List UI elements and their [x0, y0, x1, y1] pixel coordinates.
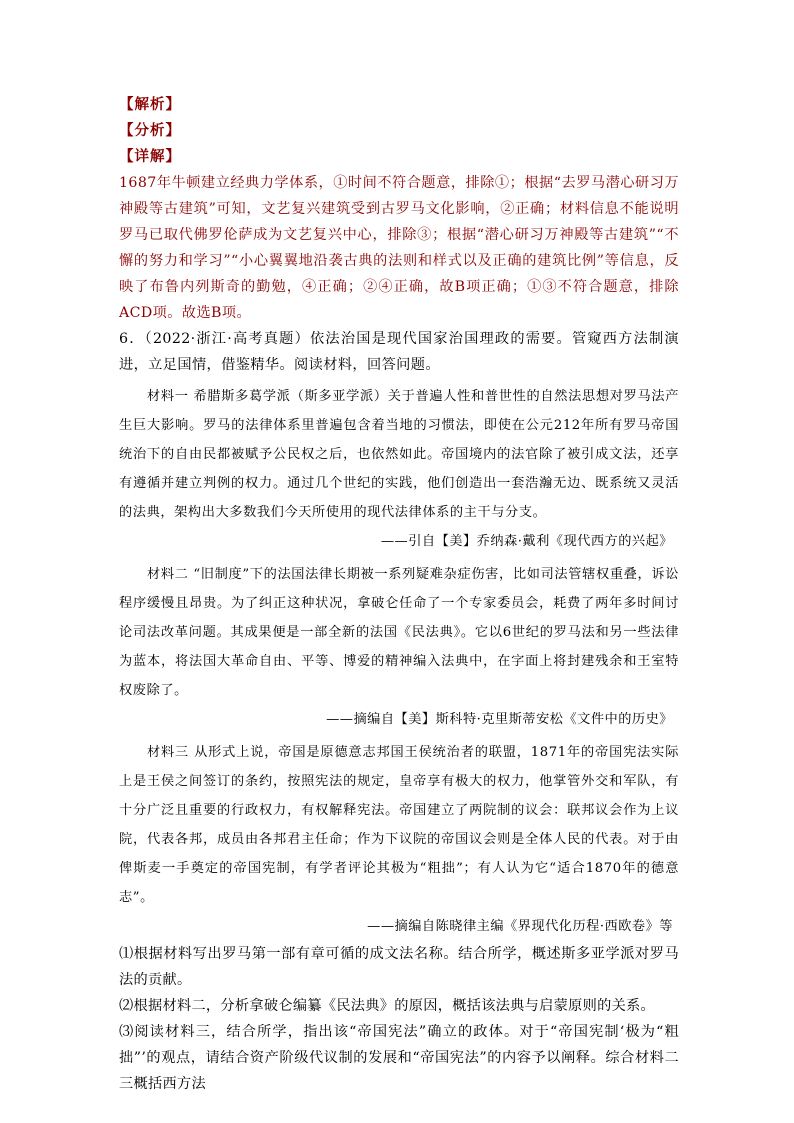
material-one-source: ——引自【美】乔纳森·戴利《现代西方的兴起》: [380, 534, 673, 549]
sub-question-3: ⑶阅读材料三，结合所学，指出该“帝国宪法”确立的政体。对于“帝国宪制‘极为“粗拙”’的观点，请结合资产阶级代议制的发展和“帝国宪法”的内容予以阐释。综合材料二三概括西方法: [119, 1024, 679, 1092]
breakdown-label: 【分析】: [119, 122, 181, 139]
material-one: 材料一 希腊斯多葛学派（斯多亚学派）关于普遍人性和普世性的自然法思想对罗马法产生巨大影响。罗马的法律体系里普遍包含着当地的习惯法，即使在公元212年所有罗马帝国统治下的自由民都被赋予公民权之后，也依然如此。帝国境内的法官除了被引成文法，还享有遵循并建立判例的权力。通过几个世纪的实践，他们创造出一套浩瀚无边、既系统又灵活的法典，架构出大多数我们今天所使用的现代法律体系的主干与分支。: [119, 389, 679, 520]
detail-label: 【详解】: [119, 148, 181, 165]
analysis-label: 【解析】: [119, 96, 181, 113]
material-two-source: ——摘编自【美】斯科特·克里斯蒂安松《文件中的历史》: [326, 712, 673, 727]
material-three: 材料三 从形式上说，帝国是原德意志邦国王侯统治者的联盟，1871年的帝国宪法实际上是王侯之间签订的条约，按照宪法的规定，皇帝享有极大的权力，他掌管外交和军队，有十分广泛且重要的行政权力，有权解释宪法。帝国建立了两院制的议会：联邦议会作为上议院，代表各邦，成员由各邦君主任命；作为下议院的帝国议会则是全体人民的代表。对于由俾斯麦一手奠定的帝国宪制，有学者评论其极为“粗拙”；有人认为它“适合1870年的德意志”。: [119, 745, 679, 905]
question-intro: 6．（2022·浙江·高考真题）依法治国是现代国家治国理政的需要。管窥西方法制演进，立足国情，借鉴精华。阅读材料，回答问题。: [119, 331, 679, 373]
sub-question-1: ⑴根据材料写出罗马第一部有章可循的成文法名称。结合所学，概述斯多亚学派对罗马法的贡献。: [119, 946, 679, 988]
material-two: 材料二 “旧制度”下的法国法律长期被一系列疑难杂症伤害，比如司法管辖权重叠，诉讼程序缓慢且昂贵。为了纠正这种状况，拿破仑任命了一个专家委员会，耗费了两年多时间讨论司法改革问题。其成果便是一部全新的法国《民法典》。它以6世纪的罗马法和另一些法律为蓝本，将法国大革命自由、平等、博爱的精神编入法典中，在字面上将封建残余和王室特权废除了。: [119, 567, 679, 698]
answer-explanation: 1687年牛顿建立经典力学体系，①时间不符合题意，排除①；根据“去罗马潜心研习万神殿等古建筑”可知，文艺复兴建筑受到古罗马文化影响，②正确；材料信息不能说明罗马已取代佛罗伦萨成为文艺复兴中心，排除③；根据“潜心研习万神殿等古建筑”“不懈的努力和学习”“小心翼翼地沿袭古典的法则和样式以及正确的建筑比例”等信息，反映了布鲁内列斯奇的勤勉，④正确；②④正确，故B项正确；①③不符合题意，排除ACD项。故选B项。: [119, 175, 679, 321]
sub-question-2: ⑵根据材料二，分析拿破仑编纂《民法典》的原因，概括该法典与启蒙原则的关系。: [119, 998, 656, 1014]
material-three-source: ——摘编自陈晓律主编《界现代化历程·西欧卷》等: [367, 919, 673, 934]
document-page: [119, 92, 679, 1097]
